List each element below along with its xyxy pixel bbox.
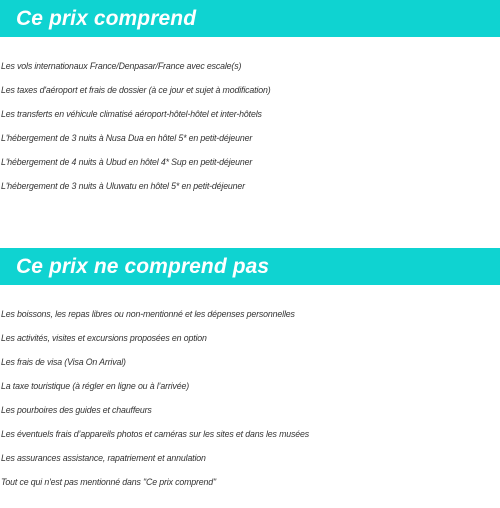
price-includes-banner	[0, 0, 500, 37]
list-item: Les assurances assistance, rapatriement et annulation	[1, 453, 206, 463]
price-includes-list	[0, 54, 500, 198]
price-excludes-list	[0, 302, 500, 494]
list-item: La taxe touristique (à régler en ligne ou à l’arrivée)	[1, 381, 189, 391]
list-item: L'hébergement de 3 nuits à Uluwatu en hôtel 5* en petit-déjeuner	[1, 181, 245, 191]
list-item: Les pourboires des guides et chauffeurs	[1, 405, 152, 415]
price-includes-title: Ce prix comprend	[16, 6, 197, 30]
list-item: Les éventuels frais d’appareils photos et caméras sur les sites et dans les musées	[1, 429, 309, 439]
list-item: Les boissons, les repas libres ou non-mentionné et les dépenses personnelles	[1, 309, 295, 319]
list-item: L'hébergement de 3 nuits à Nusa Dua en hôtel 5* en petit-déjeuner	[1, 133, 253, 143]
list-item: Tout ce qui n'est pas mentionné dans "Ce prix comprend"	[1, 477, 217, 487]
price-includes-section	[0, 0, 500, 198]
price-excludes-section	[0, 248, 500, 494]
price-excludes-title: Ce prix ne comprend pas	[16, 254, 270, 278]
price-excludes-banner	[0, 248, 500, 285]
list-item: Les transferts en véhicule climatisé aéroport-hôtel-hôtel et inter-hôtels	[1, 109, 262, 119]
list-item: L'hébergement de 4 nuits à Ubud en hôtel 4* Sup en petit-déjeuner	[1, 157, 253, 167]
list-item: Les taxes d'aéroport et frais de dossier (à ce jour et sujet à modification)	[1, 85, 271, 95]
list-item: Les activités, visites et excursions proposées en option	[1, 333, 207, 343]
list-item: Les vols internationaux France/Denpasar/France avec escale(s)	[1, 61, 242, 71]
list-item: Les frais de visa (Visa On Arrival)	[1, 357, 126, 367]
